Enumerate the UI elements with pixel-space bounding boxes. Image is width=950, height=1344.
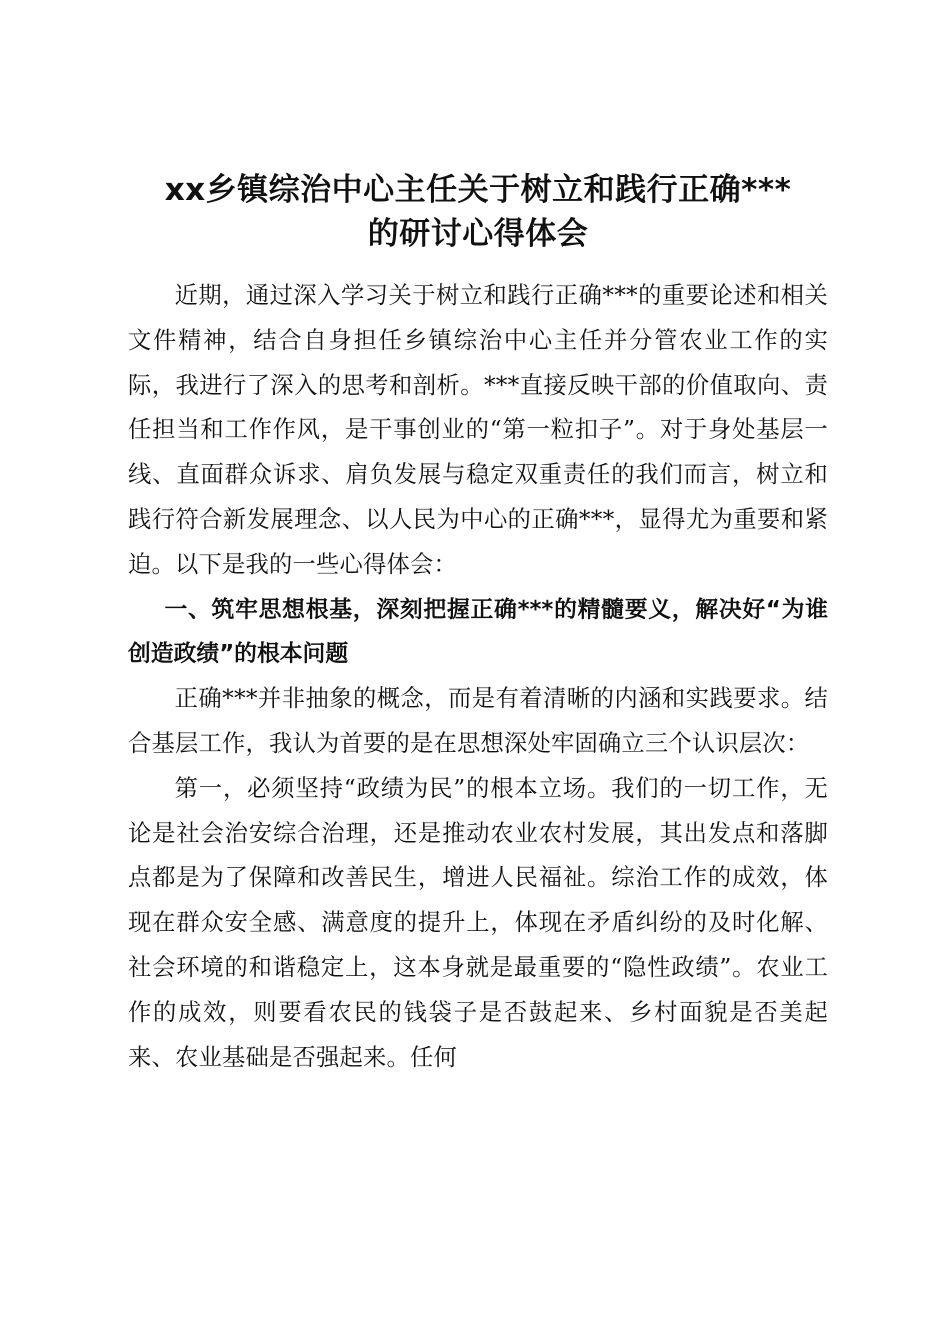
document-body: [128, 274, 828, 1080]
document-title: [122, 168, 834, 256]
intro-paragraph: 近期，通过深入学习关于树立和践行正确***的重要论述和相关文件精神，结合自身担任乡镇综治中心主任并分管农业工作的实际，我进行了深入的思考和剖析。***直接反映干部的价值取向、责任担当和工作作风，是干事创业的“第一粒扣子”。对于身处基层一线、直面群众诉求、肩负发展与稳定双重责任的我们而言，树立和践行符合新发展理念、以人民为中心的正确***，显得尤为重要和紧迫。以下是我的一些心得体会：: [128, 282, 828, 578]
title-line-2: 的研讨心得体会: [367, 216, 589, 252]
section-heading-1: 一、筑牢思想根基，深刻把握正确***的精髓要义，解决好“为谁创造政绩”的根本问题: [128, 596, 828, 668]
title-line-1: xx乡镇综治中心主任关于树立和践行正确***: [164, 172, 792, 208]
section-1-paragraph-2: 第一，必须坚持“政绩为民”的根本立场。我们的一切工作，无论是社会治安综合治理，还是推动农业农村发展，其出发点和落脚点都是为了保障和改善民生，增进人民福祉。综治工作的成效，体现在群众安全感、满意度的提升上，体现在矛盾纠纷的及时化解、社会环境的和谐稳定上，这本身就是最重要的“隐性政绩”。农业工作的成效，则要看农民的钱袋子是否鼓起来、乡村面貌是否美起来、农业基础是否强起来。任何: [128, 774, 828, 1071]
document-page: [128, 168, 828, 1080]
section-1-paragraph-1: 正确***并非抽象的概念，而是有着清晰的内涵和实践要求。结合基层工作，我认为首要的是在思想深处牢固确立三个认识层次：: [128, 685, 828, 757]
